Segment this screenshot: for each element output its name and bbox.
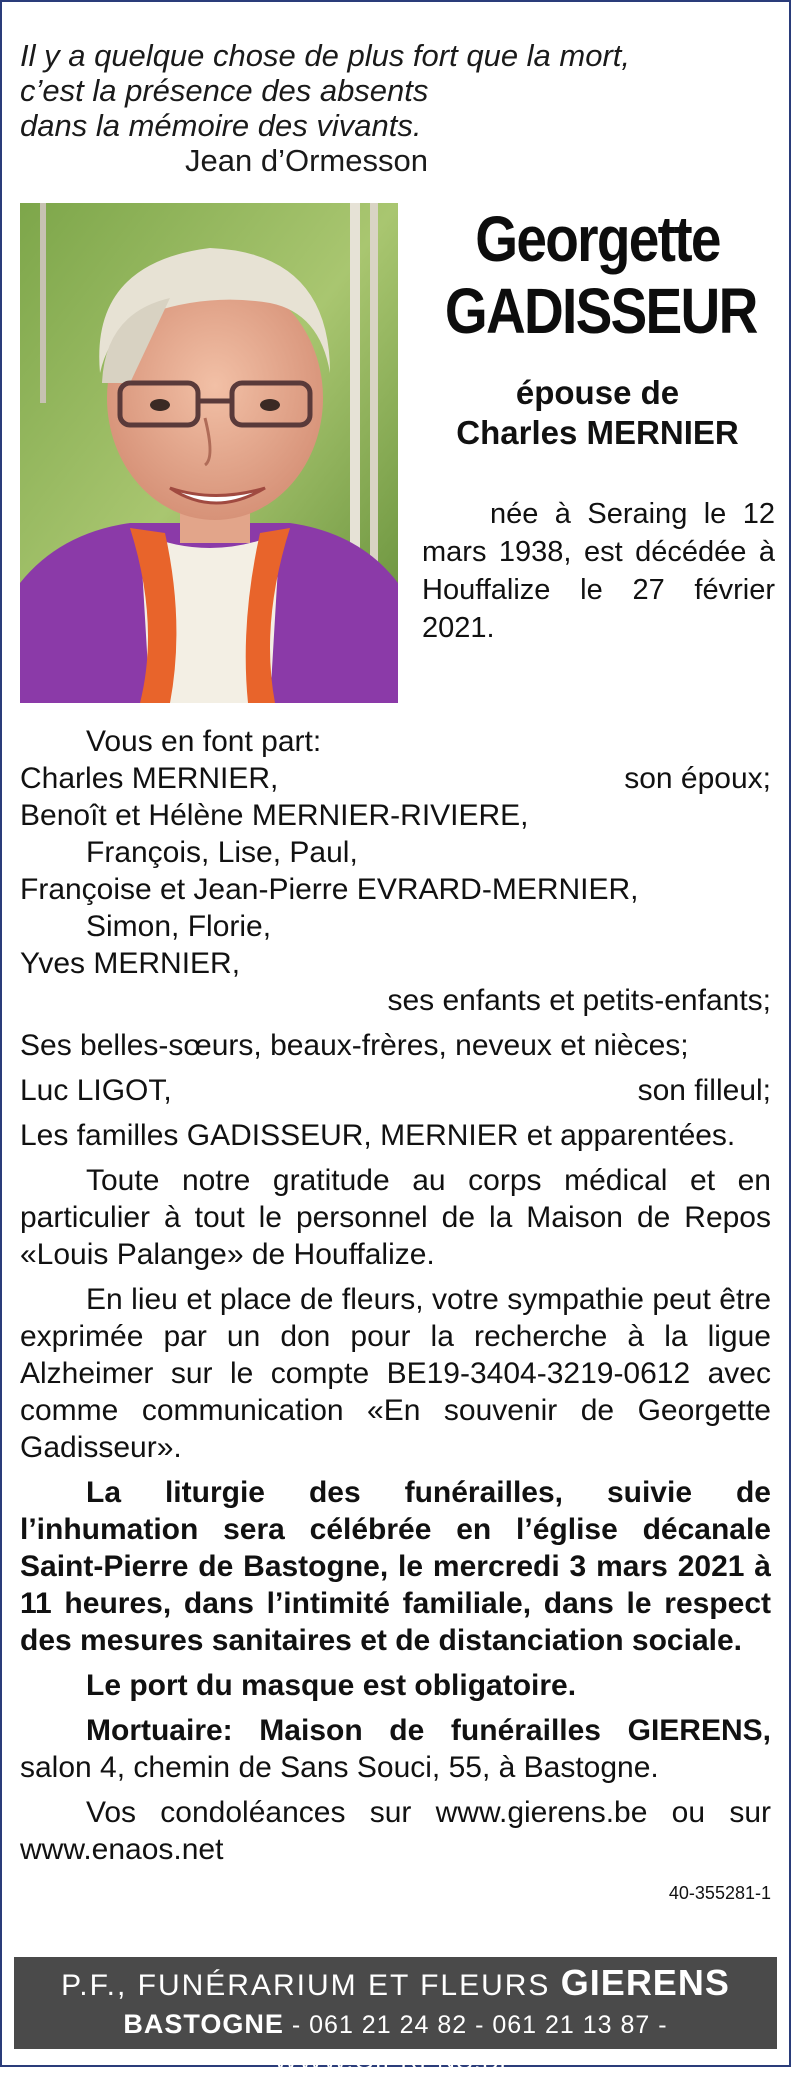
birth-death-text: née à Seraing le 12 mars 1938, est décédée à Houffalize le 27 février 2021.	[422, 498, 775, 644]
family-member: Benoît et Hélène MERNIER-RIVIERE,	[20, 799, 529, 832]
deceased-last-name: GADISSEUR	[444, 275, 757, 347]
deceased-portrait	[20, 203, 398, 703]
reference-number: 40-355281-1	[668, 1883, 771, 1903]
portrait-illustration	[20, 203, 398, 703]
liturgy-paragraph: La liturgie des funérailles, suivie de l’inhumation sera célébrée en l’église décanale Saint-Pierre de Bastogne, le mercredi 3 mars 2021 à 11 heures, dans l’intimité familiale, dans le respect des mesures sanitaires et de distanciation sociale.	[20, 1476, 771, 1657]
announcement-intro: Vous en font part:	[86, 725, 322, 758]
family-row-godson	[20, 1072, 771, 1109]
godson-role: son filleul;	[637, 1074, 771, 1107]
deceased-name-block	[420, 203, 775, 453]
banner-line-1	[14, 1963, 777, 2006]
children-role: ses enfants et petits-enfants;	[387, 984, 771, 1017]
spouse-line	[420, 373, 775, 453]
banner-brand: GIERENS	[560, 1962, 730, 2003]
mask-notice: Le port du masque est obligatoire.	[86, 1669, 577, 1702]
announcement-body	[20, 723, 771, 1904]
banner-line-2	[14, 2006, 777, 2079]
quote-author: Jean d’Ormesson	[185, 143, 428, 178]
quote-line: Il y a quelque chose de plus fort que la mort,	[20, 38, 631, 73]
family-member: Françoise et Jean-Pierre EVRARD-MERNIER,	[20, 873, 639, 906]
hero-section	[20, 203, 775, 723]
epigraph-quote	[20, 38, 771, 179]
gratitude-paragraph: Toute notre gratitude au corps médical et en particulier à tout le personnel de la Maison de Repos «Louis Palange» de Houffalize.	[20, 1164, 771, 1271]
in-laws-line: Ses belles-sœurs, beaux-frères, neveux et nièces;	[20, 1029, 689, 1062]
deceased-first-name: Georgette	[475, 203, 720, 275]
family-spouse-name: Charles MERNIER,	[20, 762, 279, 795]
quote-line: c’est la présence des absents	[20, 73, 429, 108]
mortuary-paragraph	[20, 1712, 771, 1786]
family-grandchildren: François, Lise, Paul,	[86, 836, 358, 869]
family-row-spouse	[20, 760, 771, 797]
flowers-paragraph: En lieu et place de fleurs, votre sympathie peut être exprimée par un don pour la recherche à la ligue Alzheimer sur le compte BE19-3404-3219-0612 avec comme communication «En souvenir de Georgette Gadisseur».	[20, 1283, 771, 1464]
banner-contact: - 061 21 24 82 - 061 21 13 87 - WWW.GIERENS.BE	[273, 2011, 668, 2075]
family-member: Yves MERNIER,	[20, 947, 241, 980]
families-line: Les familles GADISSEUR, MERNIER et apparentées.	[20, 1119, 736, 1152]
quote-line: dans la mémoire des vivants.	[20, 108, 422, 143]
mortuary-address: salon 4, chemin de Sans Souci, 55, à Bastogne.	[20, 1751, 659, 1784]
family-spouse-role: son époux;	[624, 762, 771, 795]
spouse-name: Charles MERNIER	[456, 414, 739, 451]
banner-prefix: P.F., FUNÉRARIUM ET FLEURS	[61, 1969, 551, 2002]
banner-city: BASTOGNE	[123, 2009, 284, 2039]
mortuary-name: Mortuaire: Maison de funérailles GIERENS,	[86, 1714, 771, 1747]
family-grandchildren: Simon, Florie,	[86, 910, 272, 943]
condolences-paragraph: Vos condoléances sur www.gierens.be ou sur www.enaos.net	[20, 1796, 771, 1866]
spouse-prefix: épouse de	[515, 374, 680, 411]
funeral-home-banner	[14, 1957, 777, 2075]
godson-name: Luc LIGOT,	[20, 1074, 172, 1107]
